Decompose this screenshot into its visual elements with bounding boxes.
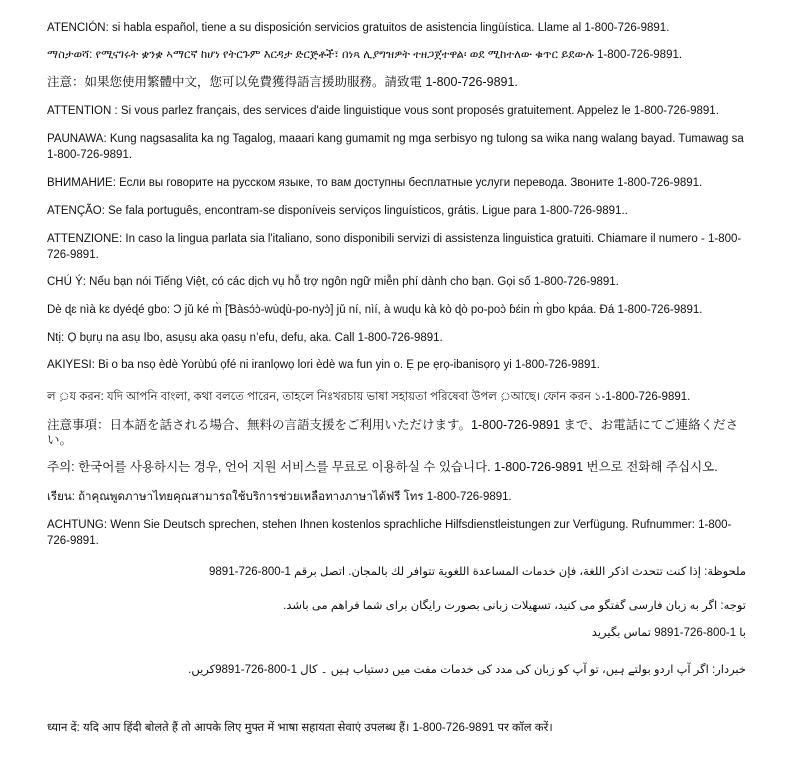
notice-yoruba: AKIYESI: Bi o ba nsọ èdè Yorùbú ọfé ni iranlọwọ lori èdè wa fun yin o. Ẹ pe ẹrọ-ibanisọrọ yi 1-800-726-9891. bbox=[47, 359, 600, 371]
notice-bengali: ল ়য করন: যদি আপনি বাংলা, কথা বলতে পারেন, তাহলে নিঃখরচায় ভাষা সহায়তা পরিষেবা উপল ়আছে। ফোন করন ১-1-800-726-9891. bbox=[47, 391, 691, 403]
notice-farsi-phone: با 1-800-726-9891 تماس بگیرید bbox=[591, 627, 746, 639]
notice-farsi: توجه: اگر به زبان فارسی گفتگو می کنید، تسهیلات زبانی بصورت رایگان برای شما فراهم می باشد. bbox=[283, 600, 746, 612]
notice-tagalog: PAUNAWA: Kung nagsasalita ka ng Tagalog, maaari kang gumamit ng mga serbisyo ng tulong sa wika nang walang bayad. Tumawag sa 1-800-726-9891. bbox=[47, 133, 744, 161]
notice-amharic: ማስታወሻ: የሚናገሩት ቋንቋ ኣማርኛ ከሆነ የትርጉም እርዳታ ድርጅቶች፣ በነጻ ሊያግዝዎት ተዘጋጀተዋል፡ ወደ ሚከተለው ቁጥር ይደውሉ 1-800-726-9891. bbox=[47, 49, 683, 61]
notice-italian: ATTENZIONE: In caso la lingua parlata sia l'italiano, sono disponibili servizi di assistenza linguistica gratuiti. Chiamare il numero - 1-800-726-9891. bbox=[47, 233, 742, 261]
notice-german: ACHTUNG: Wenn Sie Deutsch sprechen, stehen Ihnen kostenlos sprachliche Hilfsdienstleistungen zur Verfügung. Rufnummer: 1-800-726-9891. bbox=[47, 519, 732, 547]
notice-thai: เรียน: ถ้าคุณพูดภาษาไทยคุณสามารถใช้บริการช่วยเหลือทางภาษาได้ฟรี โทร 1-800-726-9891. bbox=[47, 491, 512, 503]
notice-chinese: 注意：如果您使用繁體中文，您可以免費獲得語言援助服務。請致電 1-800-726-9891. bbox=[47, 75, 518, 89]
notice-french: ATTENTION : Si vous parlez français, des services d'aide linguistique vous sont proposés gratuitement. Appelez le 1-800-726-9891. bbox=[47, 105, 719, 117]
notice-korean: 주의: 한국어를 사용하시는 경우, 언어 지원 서비스를 무료로 이용하실 수 있습니다. 1-800-726-9891 번으로 전화해 주십시오. bbox=[47, 460, 718, 474]
notice-spanish: ATENCIÓN: si habla español, tiene a su disposición servicios gratuitos de asistencia lingüística. Llame al 1-800-726-9891. bbox=[47, 22, 670, 34]
notice-hindi: ध्यान दें: यदि आप हिंदी बोलते हैं तो आपके लिए मुफ्त में भाषा सहायता सेवाएं उपलब्ध हैं। 1-800-726-9891 पर कॉल करें। bbox=[47, 722, 553, 734]
notice-urdu: خبردار: اگر آپ اردو بولتے ہیں، تو آپ کو زبان کی مدد کی خدمات مفت میں دستیاب ہیں ۔ کال 1-800-726-9891کریں. bbox=[188, 664, 746, 676]
notice-japanese: 注意事項：日本語を話される場合、無料の言語支援をご利用いただけます。1-800-726-9891 まで、お電話にてご連絡ください。 bbox=[47, 418, 739, 447]
notice-igbo: Ntị: Ọ bụrụ na asụ Ibo, asụsụ aka ọasụ n’efu, defu, aka. Call 1-800-726-9891. bbox=[47, 332, 443, 344]
notice-portuguese: ATENÇÃO: Se fala português, encontram-se disponíveis serviços linguísticos, grátis. Ligue para 1-800-726-9891.. bbox=[47, 205, 628, 217]
notice-vietnamese: CHÚ Ý: Nếu bạn nói Tiếng Việt, có các dịch vụ hỗ trợ ngôn ngữ miễn phí dành cho bạn. Gọi số 1-800-726-9891. bbox=[47, 276, 619, 288]
notice-arabic: ملحوظة: إذا كنت تتحدث اذكر اللغة، فإن خدمات المساعدة اللغوية تتوافر لك بالمجان. اتصل برقم 1-800-726-9891 bbox=[209, 566, 746, 578]
notice-kru: Dè ɖɛ nìà kɛ dyéɖé gbo: Ɔ jǔ ké m̀ [Ɓàsɔ́ɔ̀-wùɖù-po-nyɔ̀] jǔ ní, nìí, à wuɖu kà kò ɖò po-poɔ̀ ɓɛ́in m̀ gbo kpáa. Ɖá 1-800-726-9891. bbox=[47, 304, 703, 316]
notice-russian: ВНИМАНИЕ: Если вы говорите на русском языке, то вам доступны бесплатные услуги перевода. Звоните 1-800-726-9891. bbox=[47, 177, 703, 189]
